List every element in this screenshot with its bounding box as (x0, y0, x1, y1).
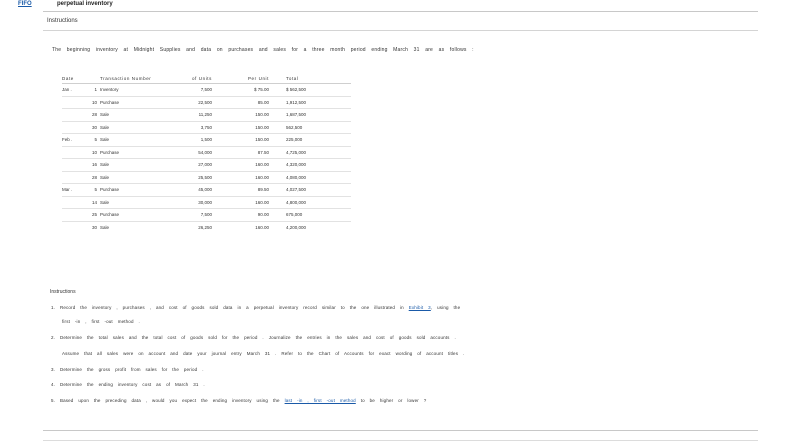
cell-per-unit: 160.00 (214, 196, 271, 209)
exhibit-3-link[interactable]: Exhibit 3 (408, 305, 431, 310)
table-row (62, 146, 351, 159)
cell-total: 675,000 (271, 209, 351, 222)
cell-transaction: Sale (100, 171, 162, 184)
table-row (62, 96, 351, 109)
cell-per-unit: 150.00 (214, 134, 271, 147)
cell-total: 4,320,000 (271, 159, 351, 172)
cell-day: 28 (87, 109, 100, 122)
cell-transaction: Sale (100, 159, 162, 172)
table-row (62, 121, 351, 134)
page-title: perpetual inventory (57, 1, 113, 7)
question-1 (51, 305, 460, 310)
cell-transaction: Purchase (100, 96, 162, 109)
cell-day: 25 (87, 209, 100, 222)
cell-units: 25,500 (162, 171, 214, 184)
cell-month (62, 121, 87, 134)
title-bar (0, 0, 794, 10)
cell-day: 14 (87, 196, 100, 209)
cell-month (62, 109, 87, 122)
cell-transaction: Purchase (100, 209, 162, 222)
cell-month: Jan . (62, 84, 87, 97)
table-row (62, 209, 351, 222)
question-5-text-end: to be higher or lower ? (360, 398, 427, 403)
cell-units: 27,000 (162, 159, 214, 172)
cell-month (62, 159, 87, 172)
cell-month (62, 196, 87, 209)
cell-transaction: Sale (100, 134, 162, 147)
cell-units: 1,500 (162, 134, 214, 147)
instructions-heading-2: Instructions (50, 289, 76, 295)
question-2-line-2: Assume that all sales were on account and date your journal entry March 31 . Refer to the Chart of Accounts for exact wording of account titles . (62, 351, 465, 356)
cell-total: 225,000 (271, 134, 351, 147)
question-2: 2. Determine the total sales and the total cost of goods sold for the period . Journalize the entries in the sales and cost of goods sold accounts . (51, 335, 456, 340)
cell-units: 45,000 (162, 184, 214, 197)
table-header-row (62, 73, 351, 84)
table-row (62, 134, 351, 147)
cell-transaction: Sale (100, 121, 162, 134)
header-per-unit: Per Unit (214, 73, 271, 84)
cell-total: 4,800,000 (271, 196, 351, 209)
panel-border-bottom-2 (43, 440, 758, 441)
cell-per-unit: 85.00 (214, 96, 271, 109)
cell-day: 10 (87, 146, 100, 159)
header-transaction: Transaction Number (100, 73, 162, 84)
cell-transaction: Inventory (100, 84, 162, 97)
question-1-text-end: , using the (430, 305, 461, 310)
cell-per-unit: 150.00 (214, 109, 271, 122)
table-row (62, 221, 351, 233)
cell-per-unit: 160.00 (255, 224, 269, 230)
header-total: Total (271, 73, 351, 84)
cell-transaction: Sale (100, 196, 162, 209)
cell-month (62, 96, 87, 109)
cell-per-unit: 87.50 (214, 146, 271, 159)
cell-per-unit: 90.00 (214, 209, 271, 222)
cell-day: 16 (87, 159, 100, 172)
cell-total: 562,500 (271, 121, 351, 134)
table-row (62, 109, 351, 122)
cell-units: 30,000 (162, 196, 214, 209)
cell-per-unit: 160.00 (214, 159, 271, 172)
question-1-line-2: first -in , first -out method . (62, 319, 140, 324)
cell-per-unit: $ 75.00 (214, 84, 271, 97)
cell-day: 30 (91, 224, 97, 230)
header-date: Date (62, 73, 87, 84)
cell-total: 1,687,500 (271, 109, 351, 122)
lifo-method-link[interactable]: last -in , first -out method (284, 398, 356, 403)
cell-total: 4,027,500 (271, 184, 351, 197)
cell-units: 54,000 (162, 146, 214, 159)
instructions-heading: Instructions (47, 18, 78, 24)
cell-total: 4,200,000 (286, 224, 307, 230)
cell-month (62, 146, 87, 159)
cell-transaction: Sale (100, 224, 110, 230)
question-3: 3. Determine the gross profit from sales for the period . (51, 367, 204, 372)
cell-day: 10 (87, 96, 100, 109)
cell-per-unit: 89.50 (214, 184, 271, 197)
inventory-table (62, 73, 351, 233)
cell-month: Feb . (62, 134, 87, 147)
panel-border-top (43, 11, 758, 12)
table-row (62, 159, 351, 172)
cell-day: 30 (87, 121, 100, 134)
cell-transaction: Sale (100, 109, 162, 122)
table-row (62, 171, 351, 184)
cell-units: 11,250 (162, 109, 214, 122)
cell-units: 22,500 (162, 96, 214, 109)
cell-day: 1 (87, 84, 100, 97)
question-5-text: 5. Based upon the preceding data , would you expect the ending inventory using the (51, 398, 280, 403)
cell-units: 3,750 (162, 121, 214, 134)
table-row (62, 84, 351, 97)
panel-border-bottom (43, 430, 758, 431)
cell-units: 26,250 (198, 224, 212, 230)
cell-units: 7,500 (162, 84, 214, 97)
cell-transaction: Purchase (100, 184, 162, 197)
question-4: 4. Determine the ending inventory cost as of March 31 . (51, 382, 205, 387)
cell-month: Mar . (62, 184, 87, 197)
table-row (62, 184, 351, 197)
cell-month (62, 221, 87, 233)
cell-month (62, 171, 87, 184)
cell-per-unit: 160.00 (214, 171, 271, 184)
intro-text: The beginning inventory at Midnight Supplies and data on purchases and sales for a three month period ending March 31 are as follows : (52, 47, 474, 53)
cell-transaction: Purchase (100, 146, 162, 159)
cell-month (62, 209, 87, 222)
header-units: of Units (162, 73, 214, 84)
cell-units: 7,500 (162, 209, 214, 222)
cell-total: 4,080,000 (271, 171, 351, 184)
cell-per-unit: 150.00 (214, 121, 271, 134)
fifo-link[interactable]: FIFO (18, 1, 32, 7)
cell-total: 4,725,000 (271, 146, 351, 159)
cell-total: $ 562,500 (271, 84, 351, 97)
table-row (62, 196, 351, 209)
question-1-text: 1. Record the inventory , purchases , and cost of goods sold data in a perpetual inventory record similar to the one illustrated in (51, 305, 404, 310)
question-5 (51, 398, 426, 403)
cell-day: 28 (87, 171, 100, 184)
cell-total: 1,912,500 (271, 96, 351, 109)
table-body (62, 84, 351, 234)
panel-divider (43, 30, 758, 31)
cell-day: 5 (87, 134, 100, 147)
cell-day: 5 (87, 184, 100, 197)
